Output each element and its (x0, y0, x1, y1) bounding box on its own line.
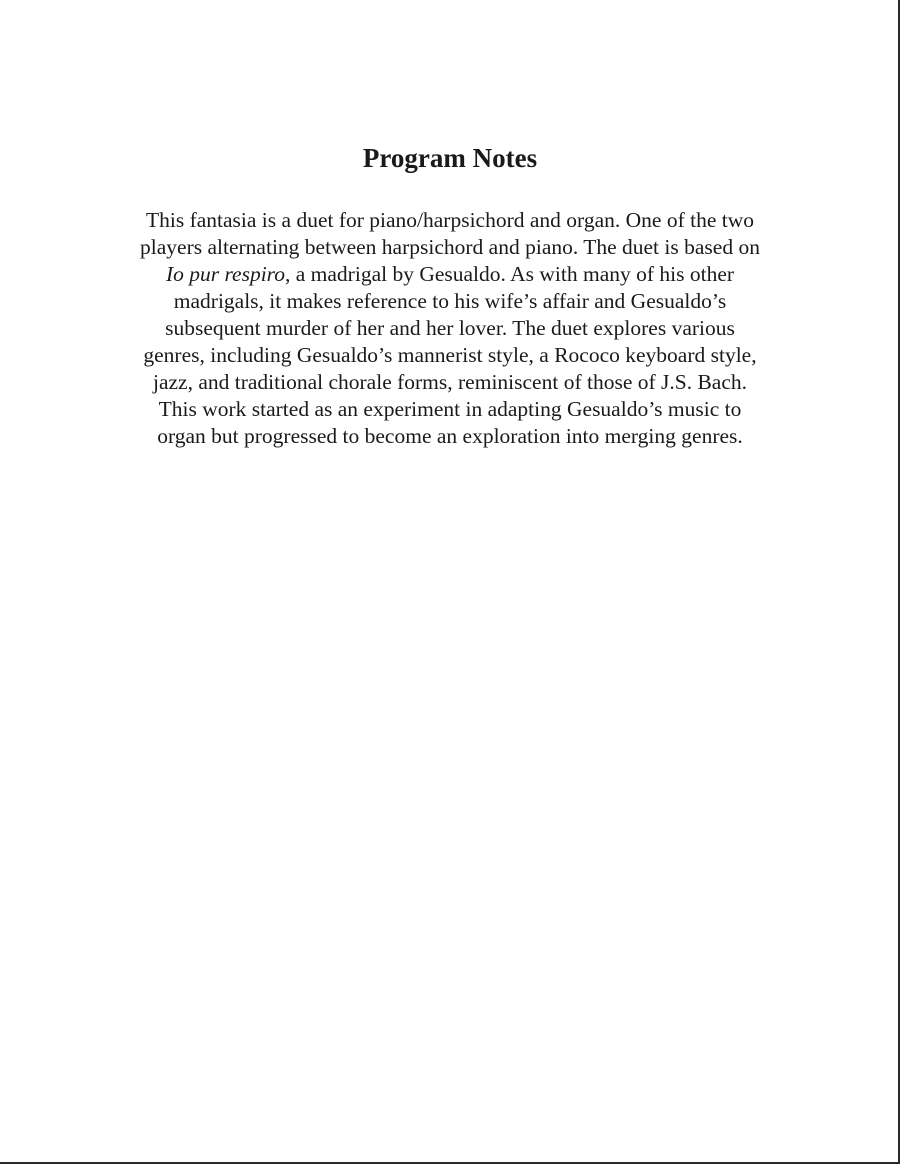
paragraph-line: organ but progressed to become an exploration into merging genres. (157, 424, 743, 448)
program-notes-paragraph (95, 207, 805, 450)
paragraph-line (95, 261, 805, 288)
paragraph-line: jazz, and traditional chorale forms, reminiscent of those of J.S. Bach. (152, 370, 748, 394)
paragraph-line: subsequent murder of her and her lover. The duet explores various (165, 316, 735, 340)
paragraph-line: This work started as an experiment in adapting Gesualdo’s music to (158, 397, 742, 421)
madrigal-title: Io pur respiro (165, 262, 285, 286)
paragraph-line: madrigals, it makes reference to his wife’s affair and Gesualdo’s (173, 289, 727, 313)
paragraph-line: genres, including Gesualdo’s mannerist style, a Rococo keyboard style, (143, 343, 757, 367)
paragraph-line-text: , a madrigal by Gesualdo. As with many of his other (285, 262, 735, 286)
page-title: Program Notes (362, 143, 538, 173)
paragraph-line: This fantasia is a duet for piano/harpsichord and organ. One of the two (145, 208, 754, 232)
paragraph-line: players alternating between harpsichord and piano. The duet is based on (140, 235, 760, 259)
